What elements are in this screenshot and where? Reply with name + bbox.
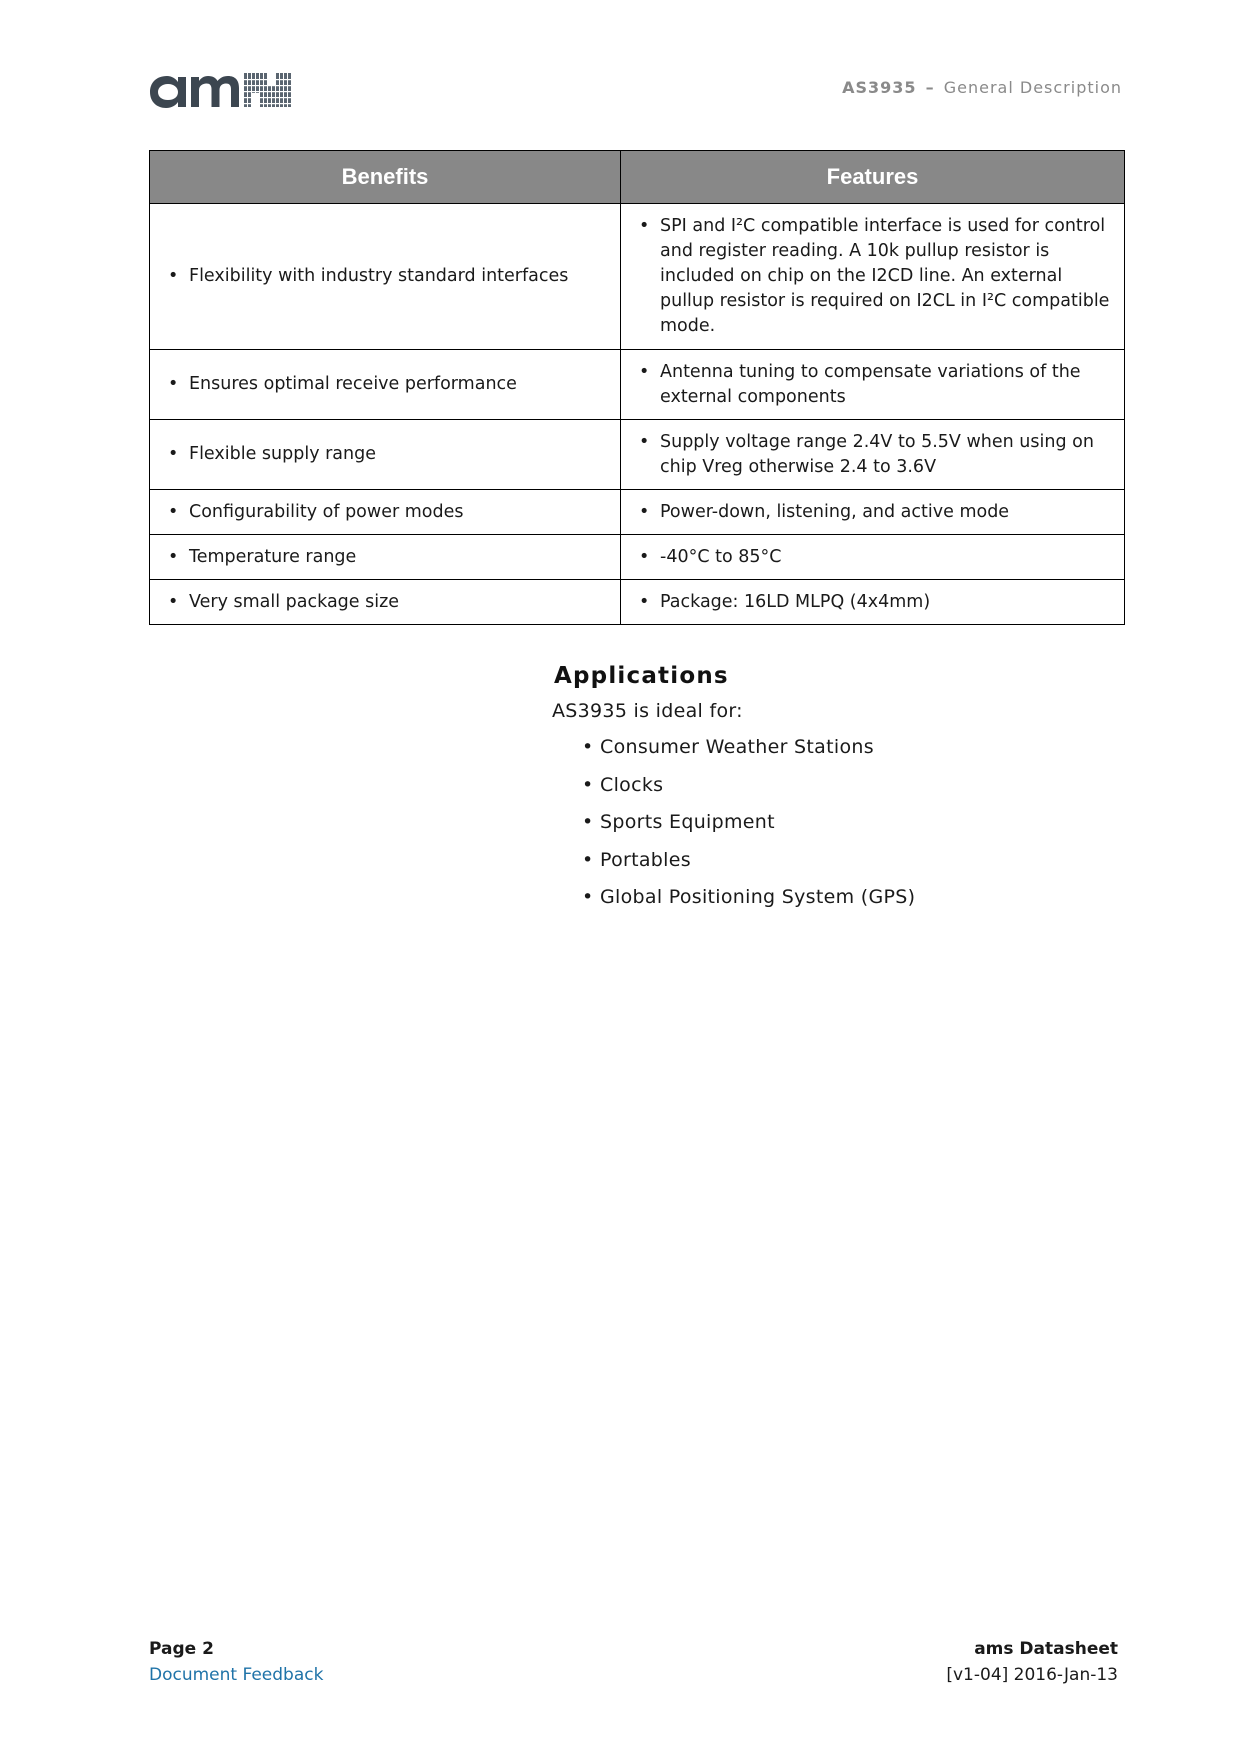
application-text: Consumer Weather Stations [600,736,874,758]
feature-cell [621,420,1125,490]
benefit-cell [150,204,621,350]
bullet: • [168,591,179,612]
ams-logo [148,68,294,112]
benefit-cell [150,420,621,490]
benefit-cell [150,535,621,580]
benefit-cell [150,350,621,420]
feature-cell [621,350,1125,420]
bullet: • [582,773,594,796]
column-header-benefits: Benefits [150,151,621,204]
bullet: • [639,431,650,452]
applications-intro: AS3935 is ideal for: [552,700,743,722]
applications-list [552,734,1112,910]
feature-text: Power-down, listening, and active mode [660,501,1010,522]
datasheet-label: ams Datasheet [974,1639,1118,1659]
benefit-cell [150,490,621,535]
bullet: • [582,848,594,871]
header-section: General Description [943,78,1122,97]
list-item [582,847,1112,873]
bullet: • [168,546,179,567]
bullet: • [168,444,179,464]
feature-text: Antenna tuning to compensate variations of the external components [660,361,1081,407]
benefits-features-table [149,150,1125,625]
bullet: • [582,886,594,908]
footer-right [946,1636,1118,1688]
bullet: • [582,736,594,758]
benefit-text: Temperature range [189,546,357,567]
bullet: • [168,501,179,522]
bullet: • [639,591,650,612]
bullet: • [639,501,650,522]
header-product: AS3935 [842,78,917,97]
bullet: • [639,546,650,567]
feature-text: Package: 16LD MLPQ (4x4mm) [660,591,931,612]
feature-cell [621,490,1125,535]
table-row [150,350,1125,420]
application-text: Portables [600,848,691,871]
header-section-title [842,78,1122,97]
bullet: • [639,361,650,382]
feature-cell [621,204,1125,350]
feature-text: -40°C to 85°C [660,546,782,567]
list-item [582,772,1112,798]
feature-cell [621,580,1125,625]
list-item [582,809,1112,835]
header-separator: – [925,78,935,97]
document-feedback-link[interactable]: Document Feedback [149,1665,324,1685]
benefit-text: Configurability of power modes [189,501,464,522]
bullet: • [168,374,179,394]
benefit-text: Flexible supply range [189,444,376,464]
table-row [150,204,1125,350]
table-row [150,535,1125,580]
feature-text: SPI and I²C compatible interface is used for control and register reading. A 10k pullup resistor is included on chip on the I2CD line. An external pullup resistor is required on I2CL in I²C compatible mode. [660,216,1110,336]
bullet: • [168,266,179,286]
bullet: • [582,811,594,833]
list-item [582,884,1112,910]
application-text: Global Positioning System (GPS) [600,886,916,908]
feature-text: Supply voltage range 2.4V to 5.5V when using on chip Vreg otherwise 2.4 to 3.6V [660,431,1094,477]
application-text: Sports Equipment [600,811,775,833]
table-row [150,420,1125,490]
applications-heading: Applications [554,663,729,689]
application-text: Clocks [600,773,664,796]
table-row [150,490,1125,535]
list-item [582,734,1112,760]
feature-cell [621,535,1125,580]
bullet: • [639,216,650,236]
benefit-text: Flexibility with industry standard interfaces [189,266,569,286]
version-date: [v1-04] 2016-Jan-13 [946,1665,1118,1685]
benefit-text: Very small package size [189,591,400,612]
applications-section [552,660,1112,922]
column-header-features: Features [621,151,1125,204]
page-number: Page 2 [149,1639,214,1659]
benefit-text: Ensures optimal receive performance [189,374,517,394]
table-row [150,580,1125,625]
table-header-row [150,151,1125,204]
footer-left [149,1636,323,1688]
benefit-cell [150,580,621,625]
